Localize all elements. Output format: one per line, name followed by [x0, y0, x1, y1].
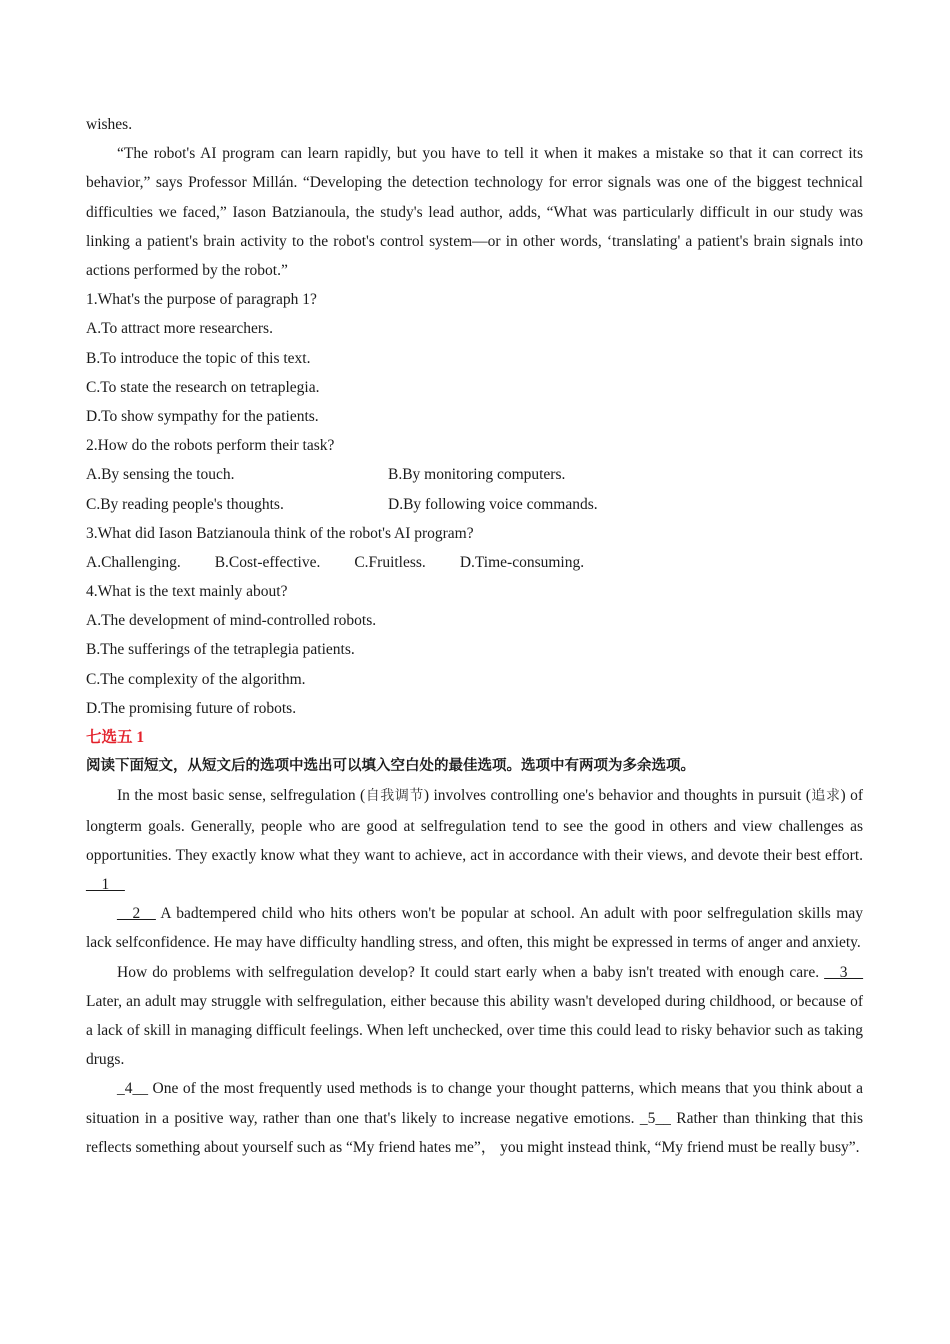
chinese-gloss: 自我调节 [365, 788, 424, 805]
option-row [86, 490, 863, 519]
option: A.The development of mind-controlled robots. [86, 612, 377, 630]
option: D.To show sympathy for the patients. [86, 407, 319, 425]
option: D.By following voice commands. [388, 495, 598, 513]
chinese-gloss: 追求 [810, 788, 841, 805]
option: A.Challenging. [86, 553, 181, 571]
question-stem: 1.What's the purpose of paragraph 1? [86, 291, 317, 309]
option: C.To state the research on tetraplegia. [86, 378, 320, 396]
text: Rather than thinking that this reflects something about yourself such as “My friend hates me”， you might instead think, “My friend must be really busy”. [86, 1109, 864, 1156]
blank-4: _4__ [117, 1080, 148, 1098]
section-instruction: 阅读下面短文，从短文后的选项中选出可以填入空白处的最佳选项。选项中有两项为多余选项。 [86, 758, 695, 775]
option: B.By monitoring computers. [388, 466, 566, 484]
passage-paragraph [86, 1074, 863, 1162]
section-title: 七选五 1 [86, 729, 145, 747]
option: D.Time-consuming. [459, 553, 585, 571]
question-stem: 2.How do the robots perform their task? [86, 437, 335, 455]
passage-paragraph [86, 899, 863, 957]
question-stem: 4.What is the text mainly about? [86, 583, 288, 601]
passage-line: wishes. [86, 116, 133, 133]
text: A badtempered child who hits others won't be popular at school. An adult with poor selfregulation skills may lack selfconfidence. He may have difficulty handling stress, and often, this might be expressed in terms of anger and anxiety. [86, 905, 863, 952]
document-page [86, 110, 863, 1162]
text: How do problems with selfregulation develop? It could start early when a baby isn't treated with enough care. [117, 963, 825, 981]
question-stem: 3.What did Iason Batzianoula think of the robot's AI program? [86, 524, 474, 542]
option: A.To attract more researchers. [86, 320, 273, 338]
passage-paragraph: “The robot's AI program can learn rapidly, but you have to tell it when it makes a mistake so that it can correct its behavior,” says Professor Millán. “Developing the detection technology for error signals was one of the biggest technical difficulties we faced,” Iason Batzianoula, the study's lead author, adds, “What was particularly difficult in our study was linking a patient's brain activity to the robot's control system—or in other words, ‘translating' a patient's brain signals into actions performed by the robot.” [86, 145, 863, 279]
text: In the most basic sense, selfregulation ( [117, 787, 366, 805]
option: B.The sufferings of the tetraplegia patients. [86, 641, 355, 659]
blank-1: __1__ [86, 876, 125, 893]
text: ) of longterm goals. Generally, people who are good at selfregulation tend to see the good in others and view challenges as opportunities. They exactly know what they want to achieve, act in accordance with their views, and devote their best effort. [86, 787, 864, 864]
blank-2: __2__ [117, 905, 156, 923]
option: B.Cost-effective. [214, 553, 321, 571]
blank-3: __3__ [824, 963, 863, 981]
text: Later, an adult may struggle with selfregulation, either because this ability wasn't developed during childhood, or because of a lack of skill in managing difficult feelings. When left unchecked, over time this could lead to risky behavior such as taking drugs. [86, 992, 863, 1069]
option: C.The complexity of the algorithm. [86, 670, 306, 688]
option: D.The promising future of robots. [86, 699, 297, 717]
option-row [86, 548, 863, 577]
text: ) involves controlling one's behavior and thoughts in pursuit ( [423, 787, 811, 805]
text: One of the most frequently used methods is to change your thought patterns, which means that you think about a situation in a positive way, rather than one that's likely to increase negative emotions. [86, 1080, 863, 1127]
option-row [86, 460, 863, 489]
passage-paragraph [86, 958, 863, 1075]
option: B.To introduce the topic of this text. [86, 349, 311, 367]
option: C.Fruitless. [354, 553, 426, 571]
option: A.By sensing the touch. [86, 466, 235, 484]
blank-5: _5__ [639, 1109, 671, 1127]
option: C.By reading people's thoughts. [86, 495, 284, 513]
passage-paragraph [86, 781, 863, 899]
